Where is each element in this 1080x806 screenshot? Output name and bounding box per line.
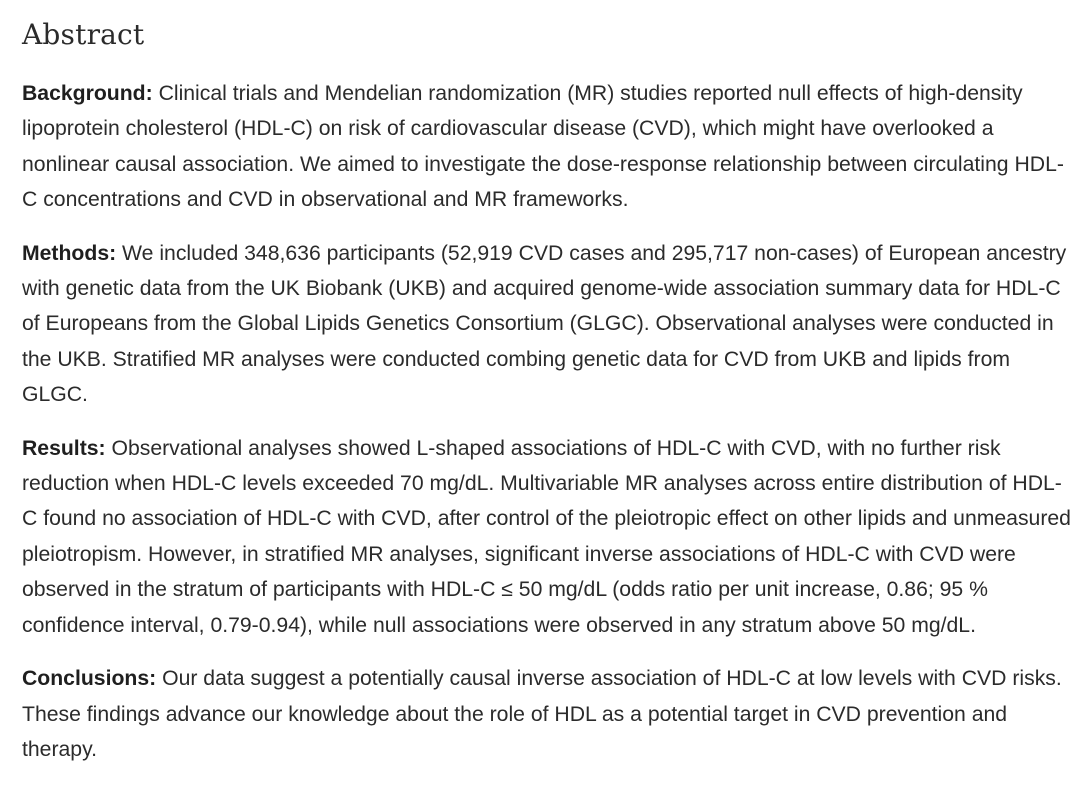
section-text-results: Observational analyses showed L-shaped associations of HDL-C with CVD, with no further risk reduction when HDL-C levels exceeded 70 mg/dL. Multivariable MR analyses across entire distribution of HDL-C found no association of HDL-C with CVD, after control of the pleiotropic effect on other lipids and unmeasured pleiotropism. However, in stratified MR analyses, significant inverse associations of HDL-C with CVD were observed in the stratum of participants with HDL-C ≤ 50 mg/dL (odds ratio per unit increase, 0.86; 95 % confidence interval, 0.79-0.94), while null associations were observed in any stratum above 50 mg/dL. — [22, 436, 1071, 637]
abstract-section-methods — [22, 236, 1072, 413]
section-text-background: Clinical trials and Mendelian randomization (MR) studies reported null effects of high-density lipoprotein cholesterol (HDL-C) on risk of cardiovascular disease (CVD), which might have overlooked a nonlinear causal association. We aimed to investigate the dose-response relationship between circulating HDL-C concentrations and CVD in observational and MR frameworks. — [22, 82, 1064, 212]
abstract-section-background — [22, 76, 1072, 218]
section-text-conclusions: Our data suggest a potentially causal inverse association of HDL-C at low levels with CVD risks. These findings advance our knowledge about the role of HDL as a potential target in CVD prevention and therapy. — [22, 667, 1062, 761]
abstract-section-results — [22, 431, 1072, 643]
section-label-results: Results: — [22, 436, 106, 460]
section-label-conclusions: Conclusions: — [22, 667, 157, 691]
section-text-methods: We included 348,636 participants (52,919 CVD cases and 295,717 non-cases) of European ancestry with genetic data from the UK Biobank (UKB) and acquired genome-wide association summary data for HDL-C of Europeans from the Global Lipids Genetics Consortium (GLGC). Observational analyses were conducted in the UKB. Stratified MR analyses were conducted combing genetic data for CVD from UKB and lipids from GLGC. — [22, 241, 1067, 407]
abstract-title: Abstract — [22, 18, 145, 51]
abstract-section-conclusions — [22, 661, 1072, 767]
section-label-methods: Methods: — [22, 241, 117, 265]
abstract-container — [22, 14, 1072, 785]
section-label-background: Background: — [22, 82, 153, 105]
